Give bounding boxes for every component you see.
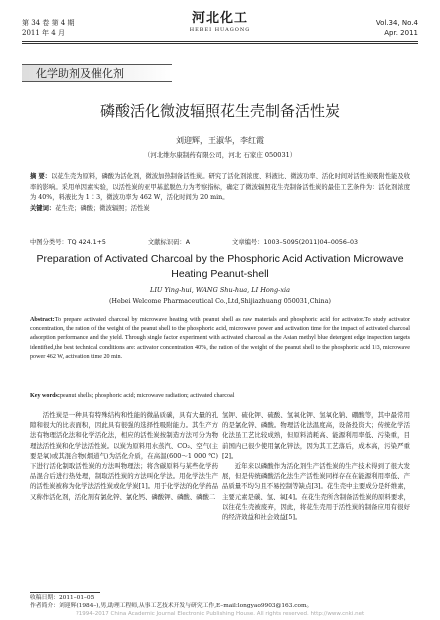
keywords-en-label: Key words:	[30, 393, 60, 399]
issue-info-en	[376, 18, 418, 38]
copyright-watermark: ?1994-2017 China Academic Journal Electronic Publishing House. All rights reserved. http://www.cnki.net	[75, 611, 365, 617]
body-paragraph: 活性炭是一种具有特殊结构和性能的微晶质碳，具有大量的孔隙和很大的比表面积，因此具有很强的选择性吸附能力。其生产方法有物理活化法和化学活化法，相应的活性炭按制造方法可分为物理法活性炭和化学法活性炭。以炭为原料用水蒸汽、CO₂、空气(主要是氧)或其混合物(烟道气)为活化介质，在高温(600～1 000 ℃)下进行活化制取活性炭的方法叫物理法；将含碳原料与某些化学药品混合后进行热处理，制取活性炭的方法叫化学法。用化学法生产的活性炭被称为化学法活性炭或化学炭[1]。用于化学法的化学药品又称作活化剂，活化剂有氯化锌、氯化钙、磷酸钾、磷酸、磷酸二	[30, 411, 218, 501]
header-rule-bottom	[22, 43, 418, 44]
issue-cn: 第 34 卷 第 4 期	[22, 19, 75, 27]
footnote	[30, 594, 312, 610]
abstract-en-text: To prepare activated charcoal by microwave heating with peanut shell as raw materials and phosphoric acid for activator.To study activator concentration, the ration of the weight of the peanut shell to the phosphoric acid, microwave power and activation time for the impact of activated charcoal adsorption performance and the yield. Through single factor experiment with activated charcoal as the Asian methyl blue detergent edge inspection targets identified,the best technical conditions are: activator concentration 40%, the ration of the weight of the peanut shell to the phosphoric acid 1∶3, microwave power 462 W, activation time 20 min.	[30, 317, 410, 360]
document-code: 文献标识码：A	[147, 239, 191, 246]
article-number: 文章编号：1003–5095(2011)04–0056–03	[232, 239, 358, 246]
received-date: 收稿日期：2011–01–05	[30, 595, 95, 601]
abstract-en-label: Abstract:	[30, 317, 55, 323]
date-en: Apr. 2011	[384, 29, 418, 37]
journal-logo: 河北化工	[191, 11, 248, 26]
authors-en: LIU Ying-hui, WANG Shu-hua, LI Hong-xia	[150, 286, 290, 294]
abstract-cn-label: 摘 要：	[30, 173, 52, 180]
journal-name-en: HEBEI HUAGONG	[189, 27, 251, 33]
abstract-en	[30, 316, 410, 362]
body-paragraph: 近年来以磷酸作为活化剂生产活性炭的生产技术得到了很大发展，但是传统磷酸活化法生产活性炭同样存在在能源利用率低、产品质量不均匀且不易控制等缺点[3]。花生壳中主要成分是纤维素，主要元素是碳、氢、氧[4]。在花生壳所含制备活性炭的原料要求，以往花生壳被废弃，因此，将花生壳用于活性炭的制备应用有很好的经济效益和社会效益[5]。	[222, 462, 410, 522]
body-paragraph: 氢钾、硫化钾、硫酸、氢氧化钾、氢氧化钠、硼酸等，其中最常用的是氯化锌、磷酸。物理活化法温度高，设备投资大；传统化学活化法虽工艺比较成熟，但原料消耗高、能源利用率低、污染重，目前国内已很少使用氯化锌法，因为其工艺落后，成本高，污染严重[2]。	[222, 411, 410, 460]
keywords-en	[30, 393, 410, 399]
volume-en: Vol.34, No.4	[375, 19, 418, 27]
body-column-right	[222, 410, 410, 522]
header-rule-top	[22, 41, 418, 42]
paper-title-en: Preparation of Activated Charcoal by the Phosphoric Acid Activation Microwave Heating Peanut-shell	[36, 253, 404, 280]
authors-cn: 刘迎辉，王淑华，李红霞	[176, 136, 264, 145]
section-label: 化学助剂及催化剂	[22, 64, 172, 82]
classification-number: 中图分类号：TQ 424.1+5	[30, 239, 106, 246]
paper-title-cn: 磷酸活化微波辐照花生壳制备活性炭	[99, 102, 340, 120]
keywords-en-text: peanut shells; phosphoric acid; microwave radiation; activated charcoal	[59, 393, 235, 399]
date-cn: 2011 年 4 月	[22, 29, 65, 37]
abstract-cn	[30, 172, 410, 214]
body-column-left	[30, 410, 218, 502]
issue-info-cn	[22, 18, 75, 38]
affiliation-cn: （河北维尔康制药有限公司，河北 石家庄 050031）	[143, 151, 297, 159]
footnote-rule	[30, 592, 100, 593]
abstract-cn-text: 以花生壳为原料，磷酸为活化剂，微波加热制备活性炭。研究了活化剂浓度、料液比、微波功率、活化时间对活性炭吸附性能及收率的影响。采用单因素实验，以活性炭的亚甲基蓝脱色力为考察指标，确定了微波辐照花生壳制备活性炭的最佳工艺条件为：活化剂浓度为 40%，料液比为 1∶3，微波功率为 462 W，活化时间为 20 min。	[30, 173, 411, 201]
classification-row	[30, 238, 410, 248]
keywords-cn-text: 花生壳；磷酸；微波辐照；活性炭	[55, 204, 150, 212]
journal-masthead	[180, 12, 260, 34]
author-bio: 作者简介：刘迎辉(1984–),男,助理工程师,从事工艺技术开发与研究工作,E–mail:longyao9903@163.com。	[30, 603, 313, 609]
affiliation-en: (Hebei Welcome Pharmaceutical Co.,Ltd,Shijiazhuang 050031,China)	[109, 298, 331, 305]
keywords-cn-label: 关键词：	[30, 204, 56, 212]
